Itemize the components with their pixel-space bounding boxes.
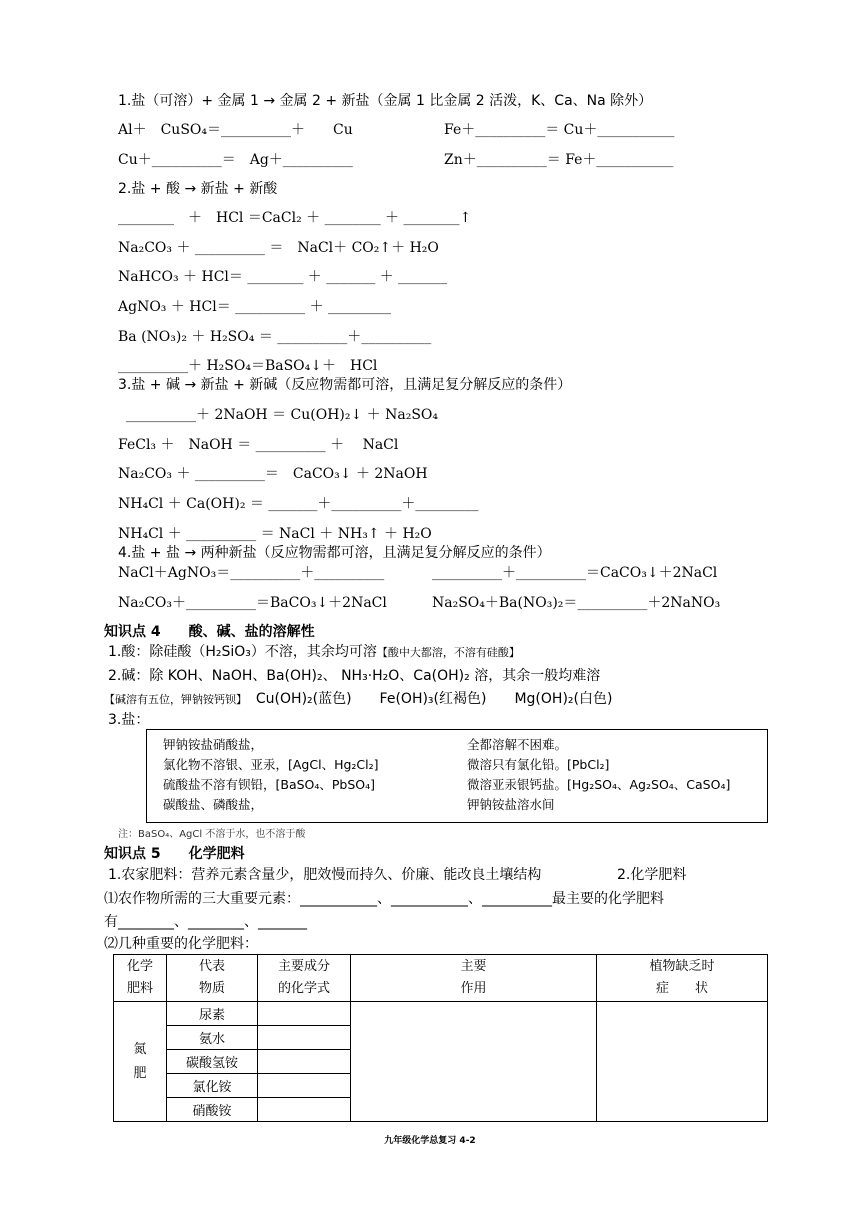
table-cell: 氨水: [167, 1026, 258, 1050]
answer-cell[interactable]: [258, 1074, 351, 1098]
base-colors-line: [104, 690, 612, 709]
section1-header: 1.盐（可溶）+ 金属 1 → 金属 2 + 新盐（金属 1 比金属 2 活泼，K、Ca、Na 除外）: [118, 93, 653, 109]
rhyme-line: 全都溶解不困难。: [467, 737, 568, 752]
header-cell: 主要成分 的化学式: [258, 955, 351, 1002]
header-cell: 化学 肥料: [114, 955, 167, 1002]
base-solubility: 2.碱：除 KOH、NaOH、Ba(OH)₂、 NH₃·H₂O、Ca(OH)₂ 溶，其余一般均难溶: [108, 668, 601, 684]
rhyme-line: 碳酸盐、磷酸盐，: [163, 797, 264, 812]
equation: __________＋ H₂SO₄＝BaSO₄↓＋ HCl: [118, 358, 378, 374]
equation: Na₂CO₃ ＋ __________＝ CaCO₃↓ ＋ 2NaOH: [118, 466, 428, 482]
header-cell: 植物缺乏时 症 状: [597, 955, 768, 1002]
acid-mnemonic: 【酸中大都溶，不溶有硅酸】: [376, 646, 520, 659]
chemical-fertilizer-label: 2.化学肥料: [617, 867, 687, 883]
equation: Fe＋__________＝ Cu＋___________: [444, 122, 675, 138]
salt-label: 3.盐：: [108, 712, 150, 728]
answer-cell[interactable]: [351, 1002, 597, 1122]
equation: Ba (NO₃)₂ ＋ H₂SO₄ ＝ __________＋__________: [118, 329, 432, 345]
section2-header: 2.盐 + 酸 → 新盐 + 新酸: [118, 181, 278, 197]
question-1-cont: 有________、________、_______: [104, 914, 307, 930]
table-cell: 氯化铵: [167, 1074, 258, 1098]
rhyme-line: 钾钠铵盐硝酸盐，: [163, 737, 264, 752]
equation: NH₄Cl ＋ Ca(OH)₂ ＝ _______＋__________＋_________: [118, 496, 479, 512]
rhyme-line: 氯化物不溶银、亚汞，[AgCl、Hg₂Cl₂]: [163, 757, 379, 772]
header-cell: 代表 物质: [167, 955, 258, 1002]
table-cell: 尿素: [167, 1002, 258, 1026]
answer-cell[interactable]: [258, 1002, 351, 1026]
equation: ________ ＋ HCl ＝CaCl₂ ＋ ________ ＋ ________↑: [118, 210, 472, 226]
question-1: ⑴农作物所需的三大重要元素：___________、___________、__________最主要的化学肥料: [104, 891, 664, 907]
equation: __________＋ 2NaOH ＝ Cu(OH)₂↓ ＋ Na₂SO₄: [126, 407, 439, 423]
question-2: ⑵几种重要的化学肥料：: [104, 936, 258, 952]
note: 注：BaSO₄、AgCl 不溶于水，也不溶于酸: [118, 829, 306, 840]
equation: NH₄Cl ＋ __________ ＝ NaCl ＋ NH₃↑ ＋ H₂O: [118, 526, 432, 542]
section3-header: 3.盐 + 碱 → 新盐 + 新碱（反应物需都可溶，且满足复分解反应的条件）: [118, 377, 572, 393]
salt-solubility-box: [146, 729, 768, 823]
table-header-row: [114, 955, 768, 1002]
equation: Al＋ CuSO₄＝__________＋ Cu: [118, 122, 353, 138]
equation: AgNO₃ ＋ HCl＝ __________ ＋ _________: [118, 299, 392, 315]
equation: Cu＋__________＝ Ag＋__________: [118, 152, 353, 168]
answer-cell[interactable]: [258, 1050, 351, 1074]
equation: Zn＋__________＝ Fe＋___________: [444, 152, 674, 168]
equation: NaHCO₃ ＋ HCl＝ ________ ＋ _______ ＋ _______: [118, 269, 448, 285]
table-cell: 碳酸氢铵: [167, 1050, 258, 1074]
answer-cell[interactable]: [597, 1002, 768, 1122]
section4-header: 4.盐 + 盐 → 两种新盐（反应物需都可溶，且满足复分解反应的条件）: [118, 545, 551, 561]
equation: NaCl＋AgNO₃＝__________＋__________: [118, 565, 385, 581]
table-cell: 硝酸铵: [167, 1098, 258, 1122]
farm-manure: 1.农家肥料：营养元素含量少，肥效慢而持久、价廉、能改良土壤结构: [108, 867, 542, 883]
rhyme-line: 钾钠铵盐溶水间: [467, 797, 555, 812]
fertilizer-table: [113, 954, 768, 1122]
rhyme-line: 微溶亚汞银钙盐。[Hg₂SO₄、Ag₂SO₄、CaSO₄]: [467, 777, 731, 792]
equation: FeCl₃ ＋ NaOH ＝ __________ ＋ NaCl: [118, 437, 399, 453]
knowledge-point-5-title: 知识点 5 化学肥料: [104, 846, 245, 862]
rhyme-line: 微溶只有氯化铅。[PbCl₂]: [467, 757, 610, 772]
header-cell: 主要 作用: [351, 955, 597, 1002]
equation: Na₂CO₃ ＋ __________ ＝ NaCl＋ CO₂↑＋ H₂O: [118, 240, 439, 256]
acid-solubility: [108, 643, 520, 662]
equation: __________＋__________＝CaCO₃↓＋2NaCl: [432, 565, 718, 581]
base-colors: Cu(OH)₂(蓝色) Fe(OH)₃(红褐色) Mg(OH)₂(白色): [255, 691, 613, 707]
category-cell: 氮 肥: [114, 1002, 167, 1122]
table-row: [114, 1002, 768, 1026]
page-footer: 九年级化学总复习 4-2: [384, 1136, 476, 1146]
rhyme-line: 硫酸盐不溶有钡铅，[BaSO₄、PbSO₄]: [163, 777, 376, 792]
acid-rule: 1.酸：除硅酸（H₂SiO₃）不溶，其余均可溶: [108, 644, 377, 660]
base-mnemonic: 【碱溶有五位，钾钠铵钙钡】: [104, 693, 247, 706]
knowledge-point-4-title: 知识点 4 酸、碱、盐的溶解性: [104, 624, 315, 640]
answer-cell[interactable]: [258, 1026, 351, 1050]
equation: Na₂SO₄＋Ba(NO₃)₂＝__________＋2NaNO₃: [432, 595, 721, 611]
equation: Na₂CO₃＋__________＝BaCO₃↓＋2NaCl: [118, 595, 387, 611]
answer-cell[interactable]: [258, 1098, 351, 1122]
